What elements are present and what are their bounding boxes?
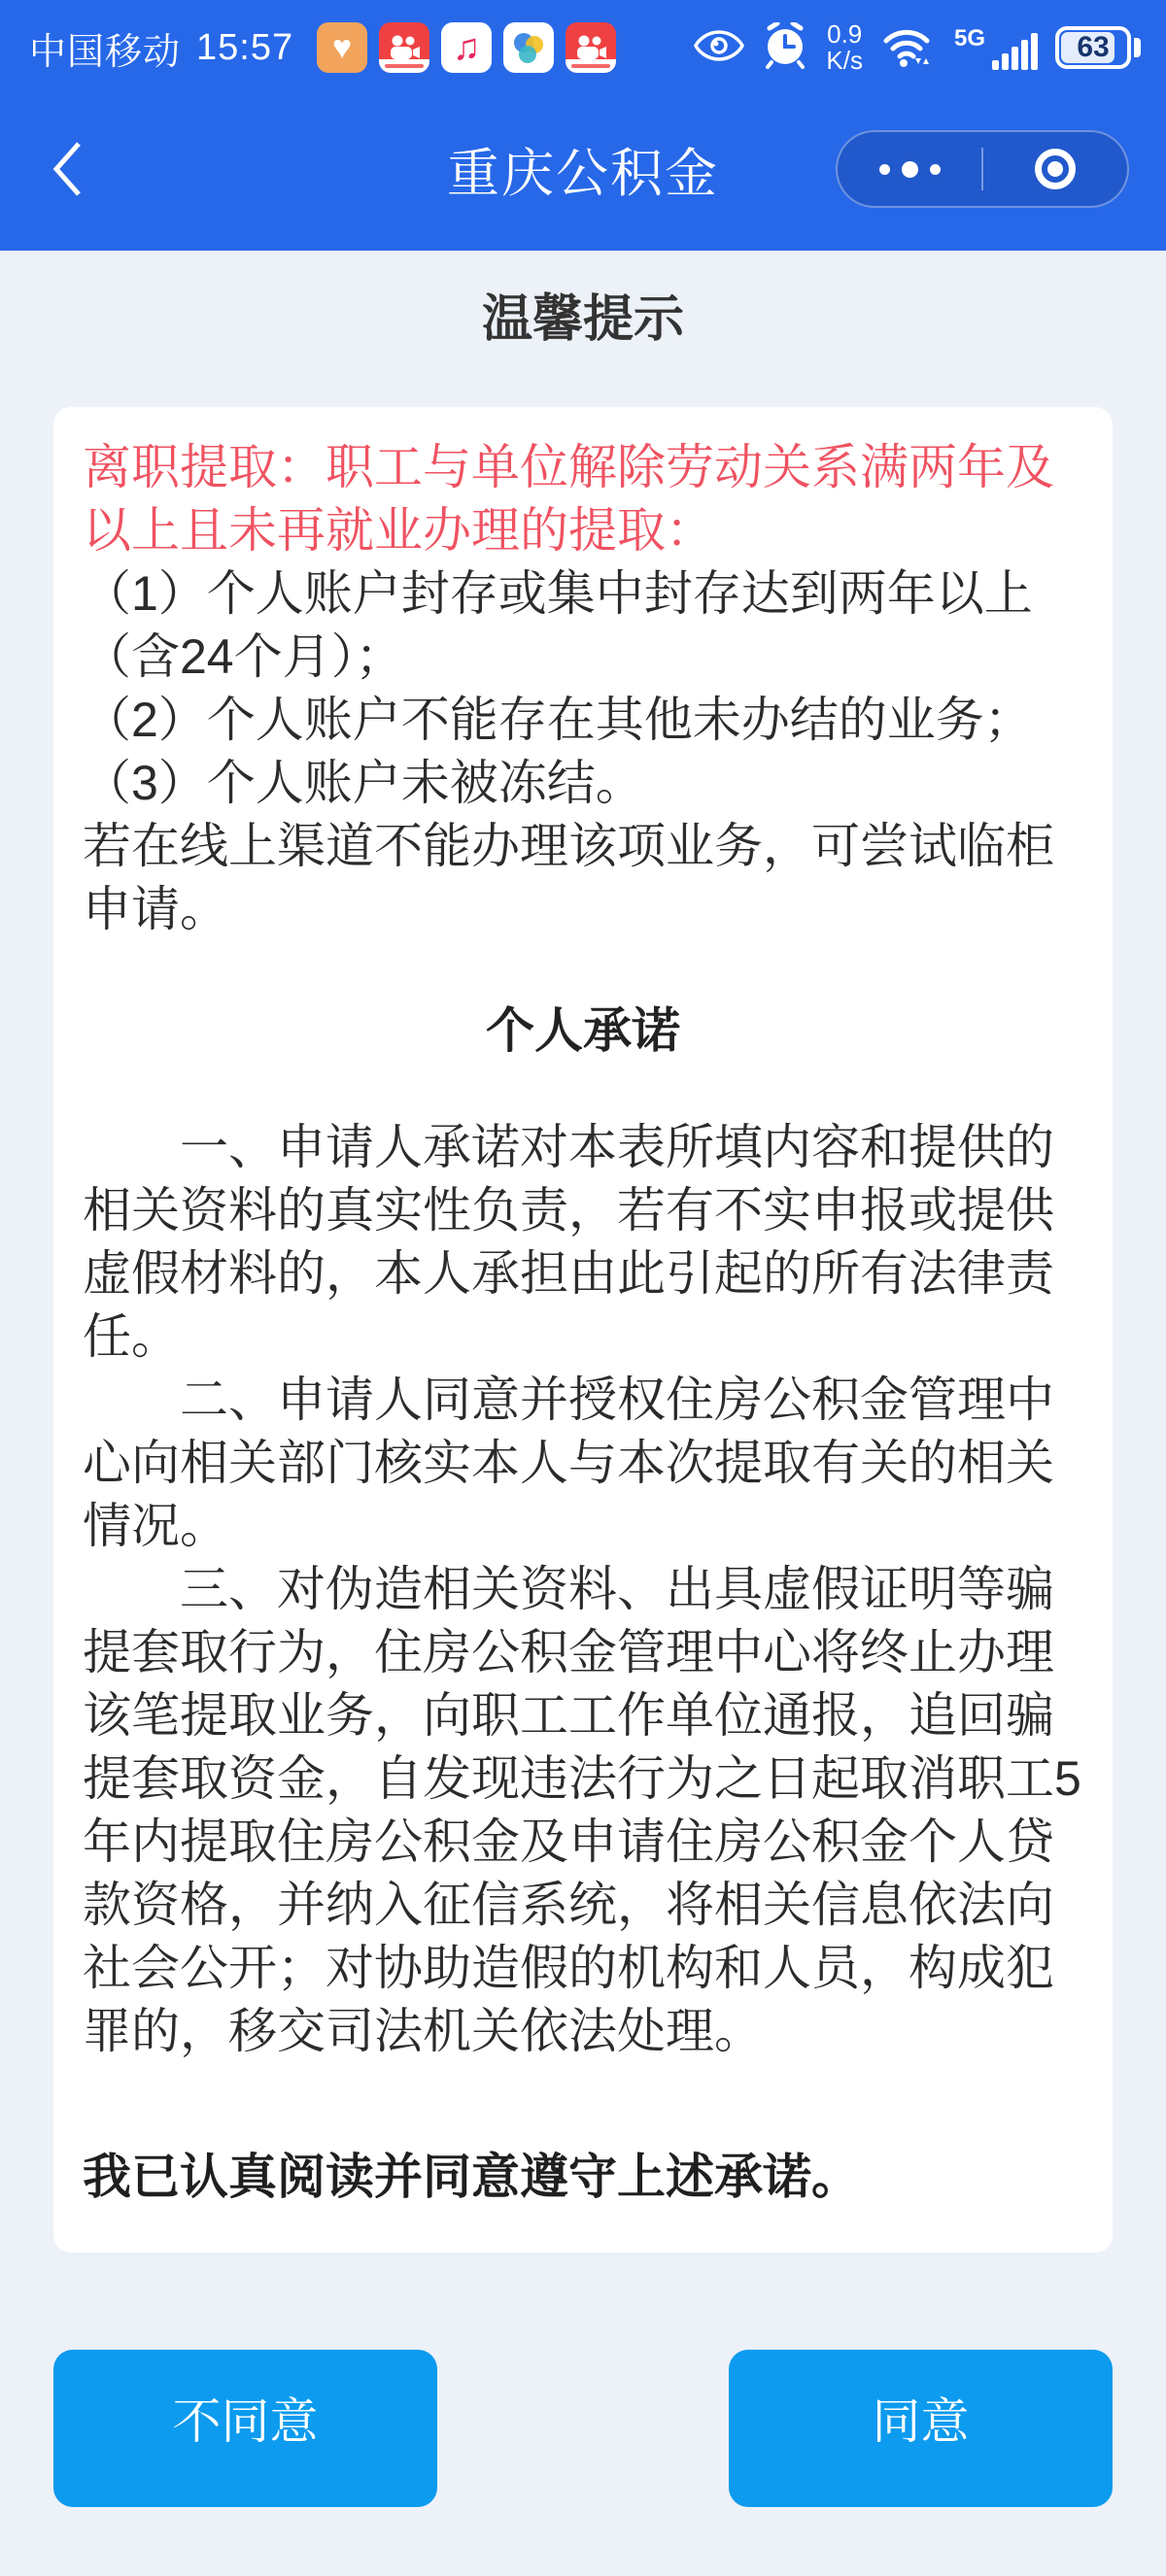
status-right [694,18,1141,75]
notice-item-2: （2）个人账户不能存在其他未办结的业务； [83,693,1033,747]
disagree-button[interactable]: 不同意 [53,2350,437,2507]
speed-value: 0.9 [827,18,863,49]
network-type-label: 5G [953,25,985,51]
heart-badge-icon: ♥ [317,22,367,73]
notice-highlight-text: 离职提取：职工与单位解除劳动关系满两年及以上且未再就业办理的提取： [83,440,1054,558]
confirm-statement: 我已认真阅读并同意遵守上述承诺。 [83,2150,860,2204]
signal-bars-icon [954,25,1038,70]
commitment-paragraph-1: 一、申请人承诺对本表所填内容和提供的相关资料的真实性负责，若有不实申报或提供虚假材料的，本人承担由此引起的所有法律责任。 [83,1120,1054,1364]
carrier-label: 中国移动 [29,31,182,73]
commitment-paragraph-2: 二、申请人同意并授权住房公积金管理中心向相关部门核实本人与本次提取有关的相关情况。 [83,1373,1054,1553]
kuaishou-icon [379,22,429,73]
speed-unit: K/s [826,46,863,75]
notice-note: 若在线上渠道不能办理该项业务，可尝试临柜申请。 [83,819,1054,936]
battery-percent: 63 [1077,31,1110,63]
commitment-heading: 个人承诺 [486,1003,680,1058]
nav-bar [0,87,1166,251]
exit-target-icon [1035,149,1076,189]
page-title: 温馨提示 [481,291,684,348]
network-speed [826,18,863,75]
more-options-button[interactable] [838,132,981,206]
action-buttons [53,2350,1113,2507]
kuaishou-icon [566,22,616,73]
music-icon: ♫ [441,22,492,73]
page-header-title: 重庆公积金 [447,144,719,203]
chevron-left-icon [51,139,84,199]
battery-icon [1055,26,1141,69]
wifi-icon [880,23,937,73]
commitment-paragraph-3: 三、对伪造相关资料、出具虚假证明等骗提套取行为，住房公积金管理中心将终止办理该笔提取业务，向职工工作单位通报，追回骗提套取资金，自发现违法行为之日起取消职工5年内提取住房公积金及申请住房公积金个人贷款资格，并纳入征信系统，将相关信息依法向社会公开；对协助造假的机构和人员，构成犯罪的，移交司法机关依法处理。 [83,1562,1081,2058]
notice-item-3: （3）个人账户未被冻结。 [83,756,644,810]
miniprogram-capsule [836,130,1129,208]
clock-label: 15:57 [196,26,294,68]
pinwheel-icon [503,22,554,73]
agree-button[interactable]: 同意 [729,2350,1113,2507]
status-bar [0,0,1166,87]
eye-protection-icon [694,29,744,67]
notice-item-1: （1）个人账户封存或集中封存达到两年以上（含24个月）； [83,566,1033,684]
more-dots-icon [879,161,941,178]
alarm-clock-icon [762,22,808,74]
status-left [29,21,616,75]
notification-icons [317,22,616,73]
close-miniprogram-button[interactable] [983,132,1127,206]
back-button[interactable] [51,135,109,203]
notice-card [53,407,1113,2253]
